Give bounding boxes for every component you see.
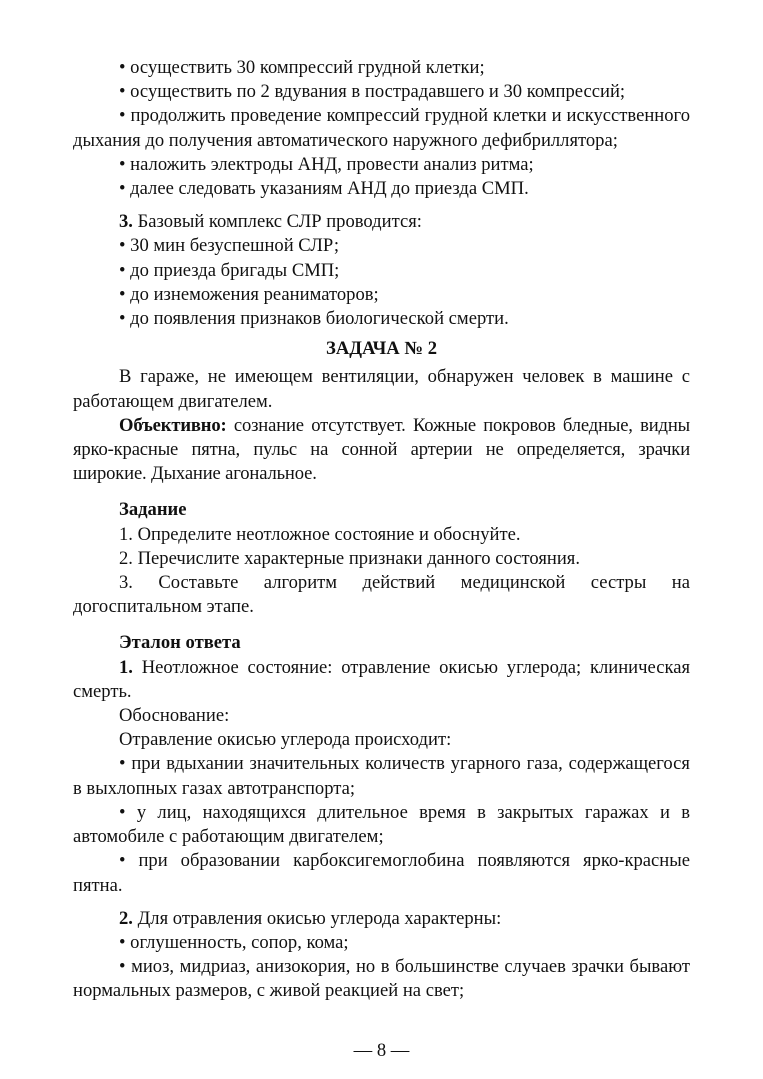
objective-text: сознание отсутствует. Кожные покровов бледные, видны ярко-красные пятна, пульс на сонной артерии не определяется, зрачки широкие. Дыхание агональное. xyxy=(73,414,690,485)
poisoning-intro: Отравление окисью углерода происходит: xyxy=(119,729,452,751)
list-item: • продолжить проведение компрессий грудной клетки и искусственного дыхания до получения автоматического наружного дефибриллятора; xyxy=(73,104,690,152)
list-item: • оглушенность, сопор, кома; xyxy=(73,931,690,955)
question-3-options xyxy=(73,234,690,331)
list-item: • 30 мин безуспешной СЛР; xyxy=(73,234,690,258)
question-3-number: 3. xyxy=(119,211,133,233)
objective-label: Объективно: xyxy=(119,414,227,436)
list-item: • осуществить 30 компрессий грудной клетки; xyxy=(73,56,690,80)
list-item: • миоз, мидриаз, анизокория, но в большинстве случаев зрачки бывают нормальных размеров, с живой реакцией на свет; xyxy=(73,955,690,1003)
justification-label: Обоснование: xyxy=(119,705,230,727)
assignment-item: 1. Определите неотложное состояние и обоснуйте. xyxy=(119,523,521,545)
answer-1-text: Неотложное состояние: отравление окисью углерода; клиническая смерть. xyxy=(73,656,690,702)
bullet-list-top xyxy=(73,56,690,201)
answer-2 xyxy=(73,907,690,931)
list-item: • до приезда бригады СМП; xyxy=(73,259,690,283)
list-item: • до появления признаков биологической смерти. xyxy=(73,307,690,331)
list-item: • при вдыхании значительных количеств угарного газа, содержащегося в выхлопных газах автотранспорта; xyxy=(73,752,690,800)
assignment-item: 3. Составьте алгоритм действий медицинской сестры на догоспитальном этапе. xyxy=(73,572,690,618)
answer-2-text: Для отравления окисью углерода характерны: xyxy=(132,907,502,929)
answer-1 xyxy=(73,656,690,704)
task-intro: В гараже, не имеющем вентиляции, обнаружен человек в машине с работающем двигателем. xyxy=(73,366,690,412)
question-3 xyxy=(73,210,690,234)
task-title: ЗАДАЧА № 2 xyxy=(326,338,437,360)
list-item: • осуществить по 2 вдувания в пострадавшего и 30 компрессий; xyxy=(73,80,690,104)
list-item: • у лиц, находящихся длительное время в закрытых гаражах и в автомобиле с работающим двигателем; xyxy=(73,801,690,849)
list-item: • далее следовать указаниям АНД до приезда СМП. xyxy=(73,177,690,201)
answer-2-number: 2. xyxy=(119,907,133,929)
list-item: • наложить электроды АНД, провести анализ ритма; xyxy=(73,153,690,177)
list-item: • при образовании карбоксигемоглобина появляются ярко-красные пятна. xyxy=(73,849,690,897)
answer-heading: Эталон ответа xyxy=(119,632,241,654)
list-item: • до изнеможения реаниматоров; xyxy=(73,283,690,307)
assignment-heading: Задание xyxy=(119,499,187,521)
answer-1-number: 1. xyxy=(119,656,133,678)
question-3-text: Базовый комплекс СЛР проводится: xyxy=(132,211,422,233)
assignment-item: 2. Перечислите характерные признаки данного состояния. xyxy=(119,547,580,569)
task-objective xyxy=(73,414,690,487)
page-number: — 8 — xyxy=(353,1040,410,1061)
document-page xyxy=(73,56,690,1004)
